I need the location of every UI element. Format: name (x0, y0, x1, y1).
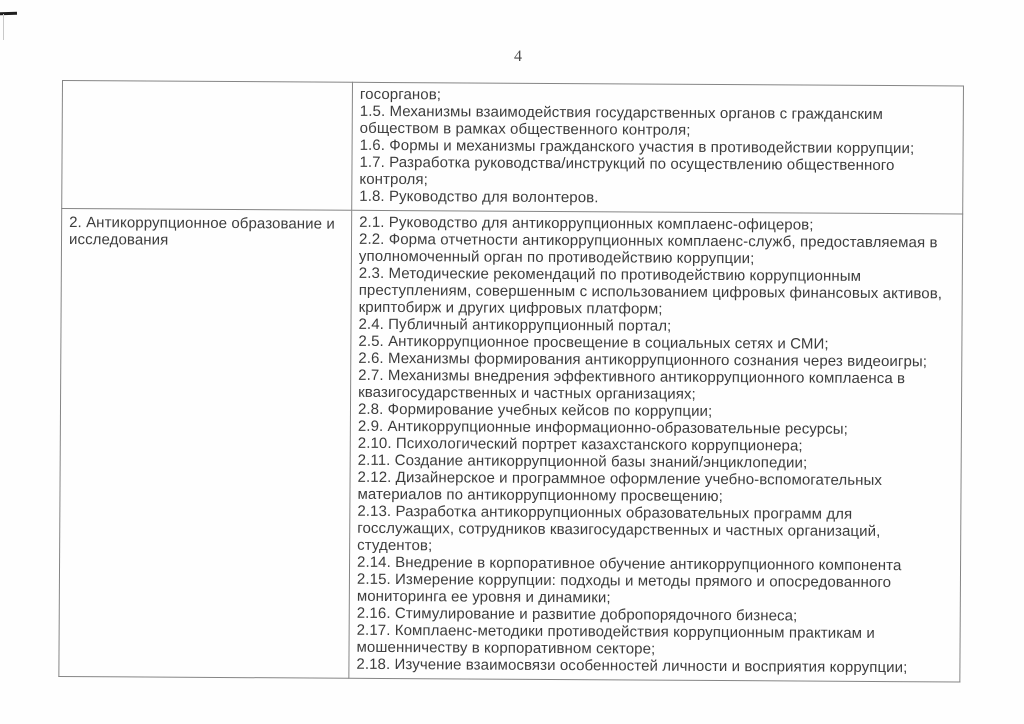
list-item: 1.5. Механизмы взаимодействия государственных органов с гражданским обществом в рамках общественного контроля; (359, 102, 883, 139)
list-item: 2.13. Разработка антикоррупционных образовательных программ для госслужащих, сотрудников квазигосударственных и частных организаций, студентов; (357, 502, 881, 555)
list-item: 2.16. Стимулирование и развитие добропорядочного бизнеса; (356, 604, 798, 625)
list-item: 2.3. Методические рекомендаций по противодействию коррупционным преступлениям, совершенным с использованием цифровых финансовых активов, криптобирж и других цифровых платформ; (358, 264, 943, 318)
list-item: 2.8. Формирование учебных кейсов по коррупции; (357, 400, 713, 420)
list-item: 2.10. Психологический портрет казахстанского коррупционера; (357, 434, 803, 455)
list-item: 1.8. Руководство для волонтеров. (359, 187, 599, 207)
list-item: 1.7. Разработка руководства/инструкций по осуществлению общественного контроля; (359, 153, 895, 189)
list-item: 2.17. Комплаенс-методики противодействия коррупционным практикам и мошенничеству в корпоративном секторе; (356, 621, 875, 658)
list-item: 2.12. Дизайнерское и программное оформление учебно-вспомогательных материалов по антикоррупционному просвещению; (357, 468, 883, 506)
list-item: 2.7. Механизмы внедрения эффективного антикоррупционного комплаенса в квазигосударственных и частных организациях; (358, 366, 906, 403)
document-table-container (58, 80, 963, 682)
plan-sections-table (58, 80, 964, 682)
list-item: 2.14. Внедрение в корпоративное обучение антикоррупционного компонента (357, 553, 902, 575)
items-cell-row2 (349, 210, 963, 682)
section-cell (59, 209, 352, 679)
items-cell-row1 (352, 82, 964, 214)
list-item: 2.6. Механизмы формирования антикоррупционного сознания через видеоигры; (358, 349, 928, 371)
list-item: 1.6. Формы и механизмы гражданского участия в противодействии коррупции; (359, 136, 915, 158)
table-row-continuation (62, 81, 964, 215)
list-item: 2.15. Измерение коррупции: подходы и методы прямого и опосредованного мониторинга ее уровня и динамики; (356, 570, 892, 607)
scan-artifact-line (3, 14, 4, 40)
list-item: 2.5. Антикоррупционное просвещение в социальных сетях и СМИ; (358, 332, 829, 353)
list-item: 2.9. Антикоррупционные информационно-образовательные ресурсы; (357, 417, 849, 438)
list-item: 2.2. Форма отчетности антикоррупционных комплаенс-служб, предоставляемая в уполномоченный орган по противодействию коррупции; (358, 230, 938, 268)
table-row-section-2 (59, 209, 963, 682)
list-item: 2.11. Создание антикоррупционной базы знаний/энциклопедии; (357, 451, 808, 472)
page-number: 4 (514, 48, 522, 65)
list-item: 2.18. Изучение взаимосвязи особенностей личности и восприятия коррупции; (356, 655, 908, 677)
list-item: госорганов; (359, 85, 442, 104)
section-title: 2. Антикоррупционное образование и исследования (68, 214, 335, 249)
list-item: 2.4. Публичный антикоррупционный портал; (358, 315, 672, 335)
list-item: 2.1. Руководство для антикоррупционных комплаенс-офицеров; (359, 213, 814, 234)
section-cell-empty (62, 81, 353, 211)
